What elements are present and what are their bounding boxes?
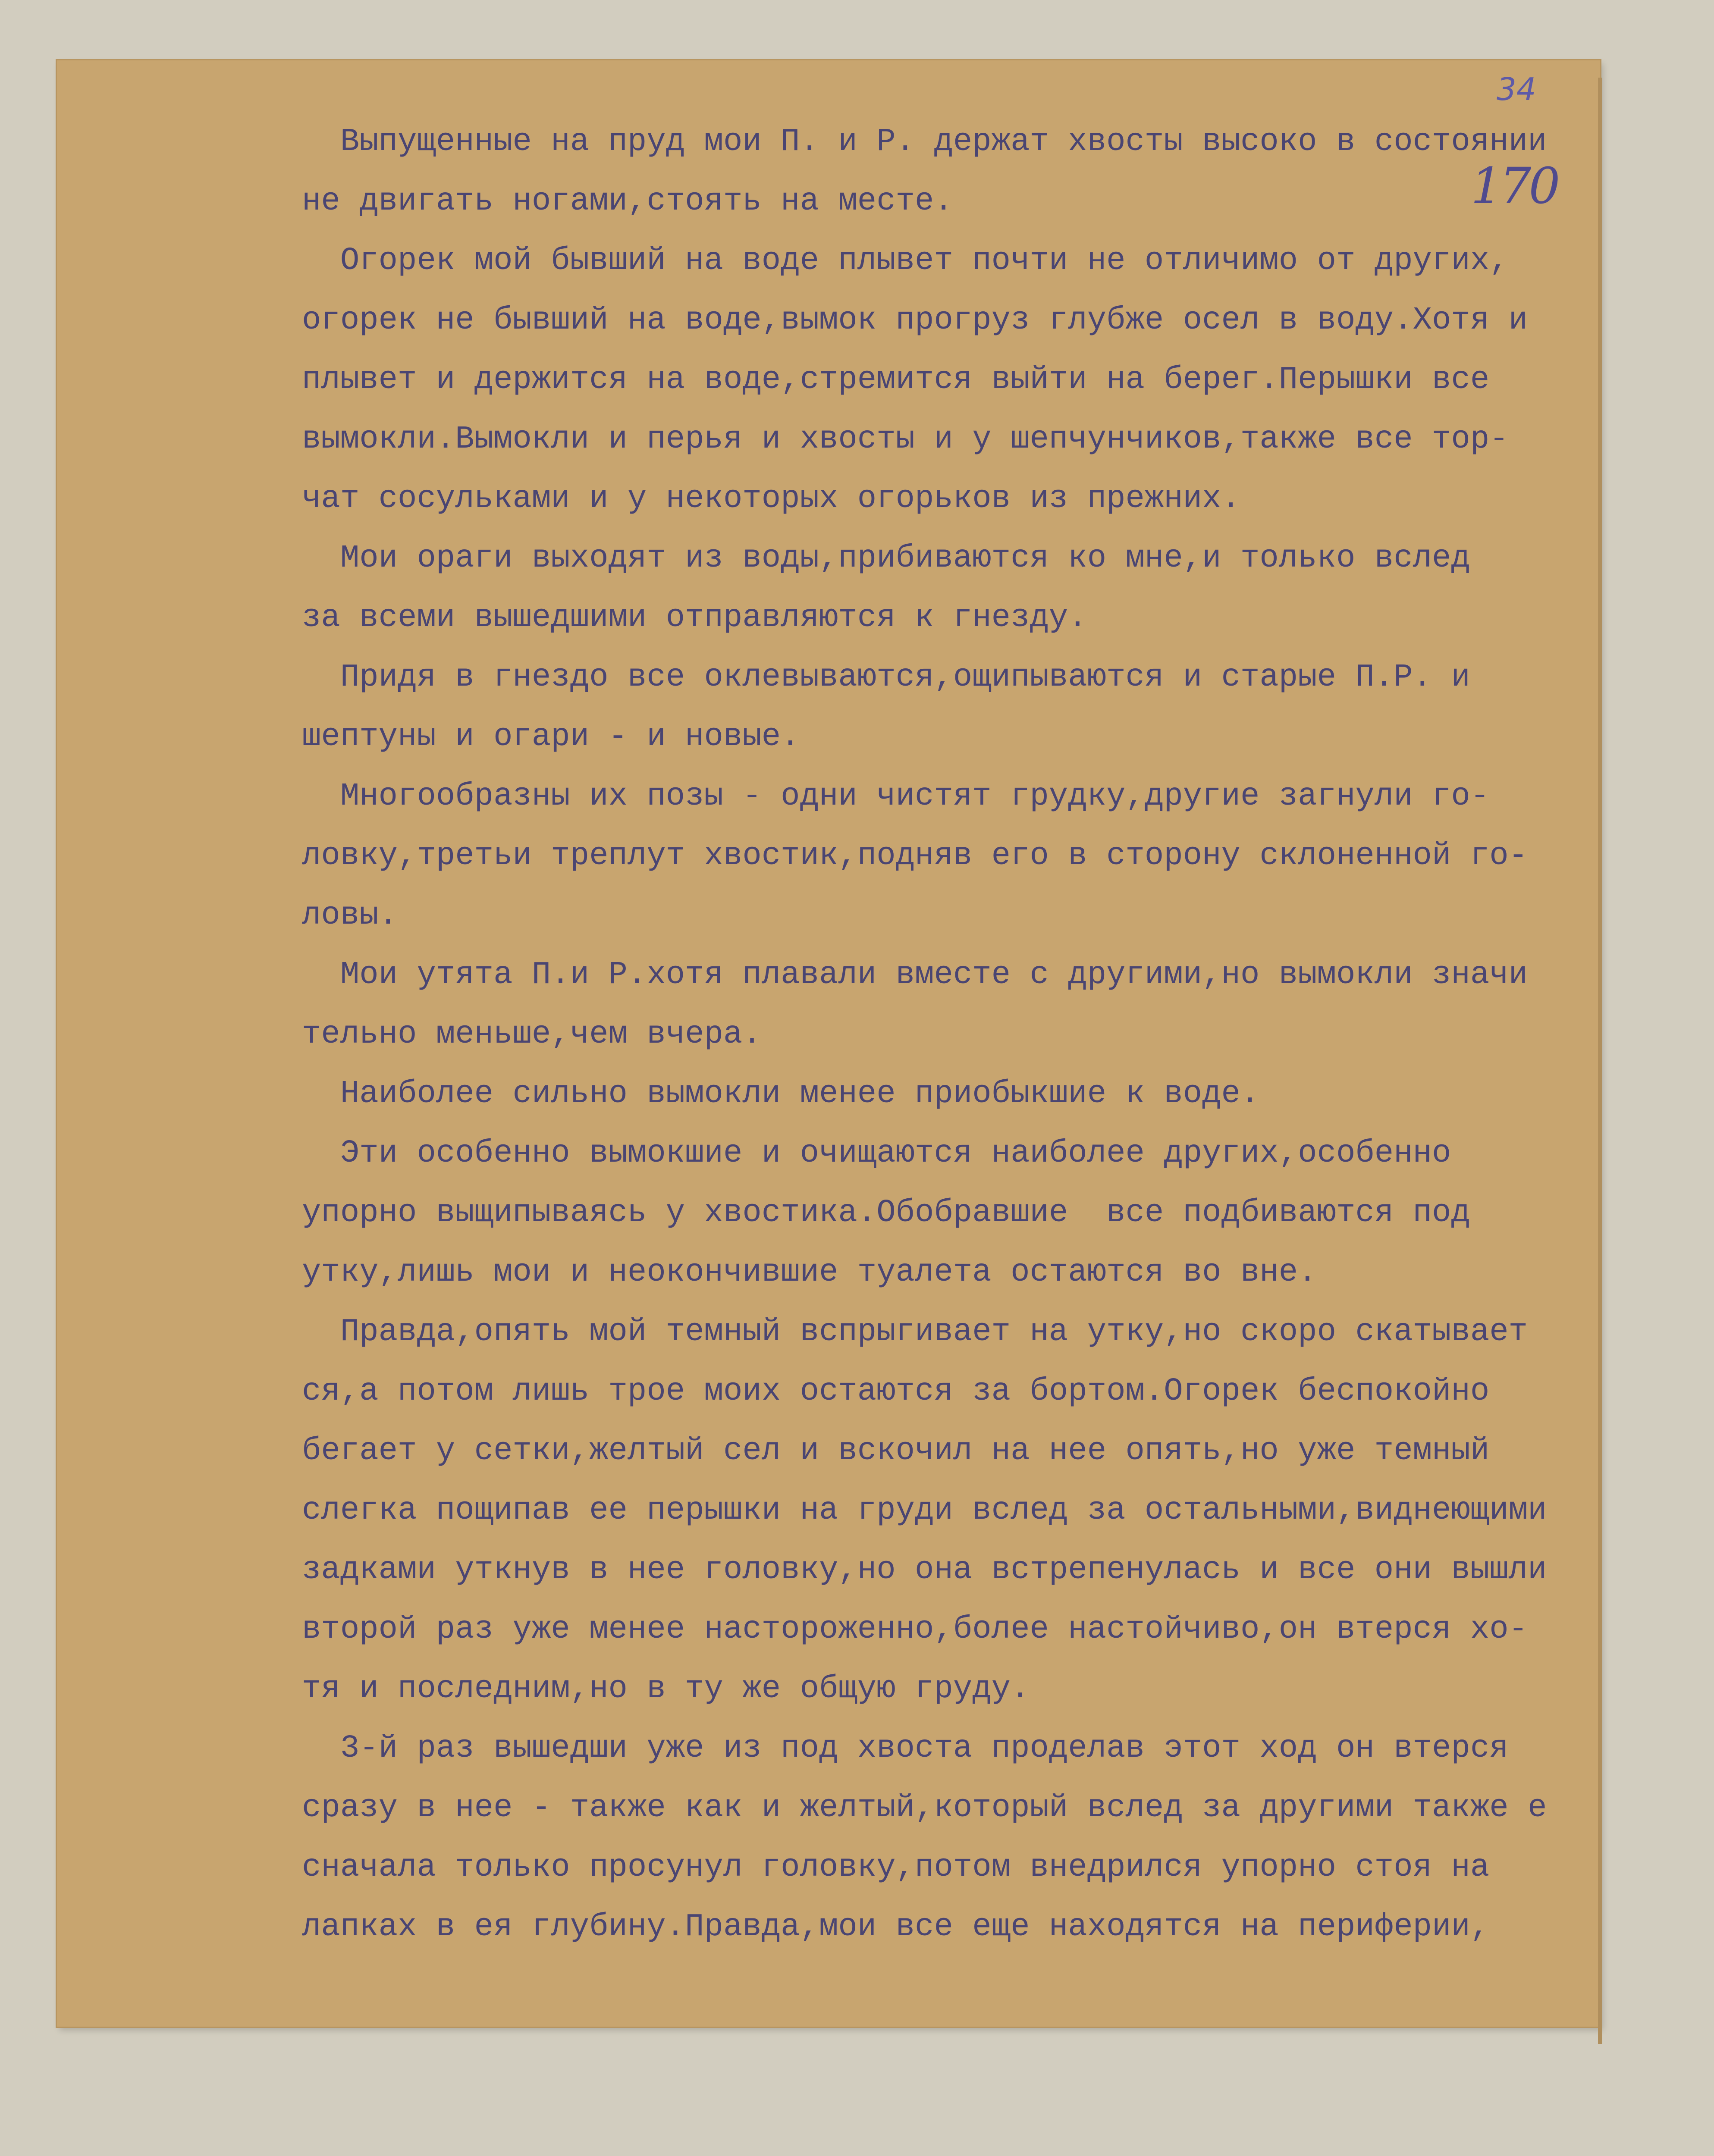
text-line: тя и последним,но в ту же общую груду.	[302, 1671, 1030, 1707]
text-line: шептуны и огари - и новые.	[302, 719, 800, 755]
text-line: Выпущенные на пруд мои П. и Р. держат хвосты высоко в состоянии	[302, 124, 1547, 160]
text-line: плывет и держится на воде,стремится выйти на берег.Перышки все	[302, 362, 1490, 398]
paper-edge	[1598, 78, 1602, 2044]
text-line: ловку,третьи треплут хвостик,подняв его в сторону склоненной го-	[302, 838, 1528, 874]
text-line: второй раз уже менее настороженно,более настойчиво,он втерся хо-	[302, 1611, 1528, 1648]
text-line: упорно выщипываясь у хвостика.Обобравшие все подбиваются под	[302, 1195, 1470, 1231]
page-number: 170	[1471, 157, 1558, 215]
text-line: Огорек мой бывший на воде плывет почти не отличимо от других,	[302, 243, 1509, 279]
text-line: Придя в гнездо все оклевываются,ощипываются и старые П.Р. и	[302, 659, 1470, 696]
text-line: не двигать ногами,стоять на месте.	[302, 183, 953, 219]
text-line: сразу в нее - также как и желтый,который вслед за другими также е	[302, 1790, 1547, 1826]
text-line: Мои утята П.и Р.хотя плавали вместе с другими,но вымокли значи	[302, 957, 1528, 993]
text-line: слегка пощипав ее перышки на груди вслед за остальными,виднеющими	[302, 1492, 1547, 1529]
text-line: Мои ораги выходят из воды,прибиваются ко мне,и только вслед	[302, 540, 1470, 577]
typed-text-body	[302, 112, 1579, 1957]
text-line: Наиболее сильно вымокли менее приобыкшие к воде.	[302, 1076, 1260, 1112]
text-line: Правда,опять мой темный вспрыгивает на утку,но скоро скатывает	[302, 1314, 1528, 1350]
text-line: Эти особенно вымокшие и очищаются наиболее других,особенно	[302, 1135, 1451, 1172]
text-line: тельно меньше,чем вчера.	[302, 1016, 762, 1053]
text-line: бегает у сетки,желтый сел и вскочил на нее опять,но уже темный	[302, 1433, 1490, 1469]
text-line: чат сосульками и у некоторых огорьков из прежних.	[302, 481, 1240, 517]
text-line: огорек не бывший на воде,вымок прогруз глубже осел в воду.Хотя и	[302, 302, 1528, 338]
folio-number: 34	[1497, 71, 1536, 107]
text-line: 3-й раз вышедши уже из под хвоста проделав этот ход он втерся	[302, 1730, 1509, 1767]
text-line: Многообразны их позы - одни чистят грудку,другие загнули го-	[302, 778, 1490, 815]
text-line: лапках в ея глубину.Правда,мои все еще находятся на периферии,	[302, 1909, 1490, 1945]
text-line: сначала только просунул головку,потом внедрился упорно стоя на	[302, 1849, 1490, 1886]
text-line: утку,лишь мои и неокончившие туалета остаются во вне.	[302, 1254, 1317, 1291]
text-line: за всеми вышедшими отправляются к гнезду.	[302, 600, 1087, 636]
text-line: ловы.	[302, 897, 398, 934]
text-line: ся,а потом лишь трое моих остаются за бортом.Огорек беспокойно	[302, 1373, 1490, 1410]
text-line: задками уткнув в нее головку,но она встрепенулась и все они вышли	[302, 1552, 1547, 1588]
text-line: вымокли.Вымокли и перья и хвосты и у шепчунчиков,также все тор-	[302, 421, 1509, 458]
